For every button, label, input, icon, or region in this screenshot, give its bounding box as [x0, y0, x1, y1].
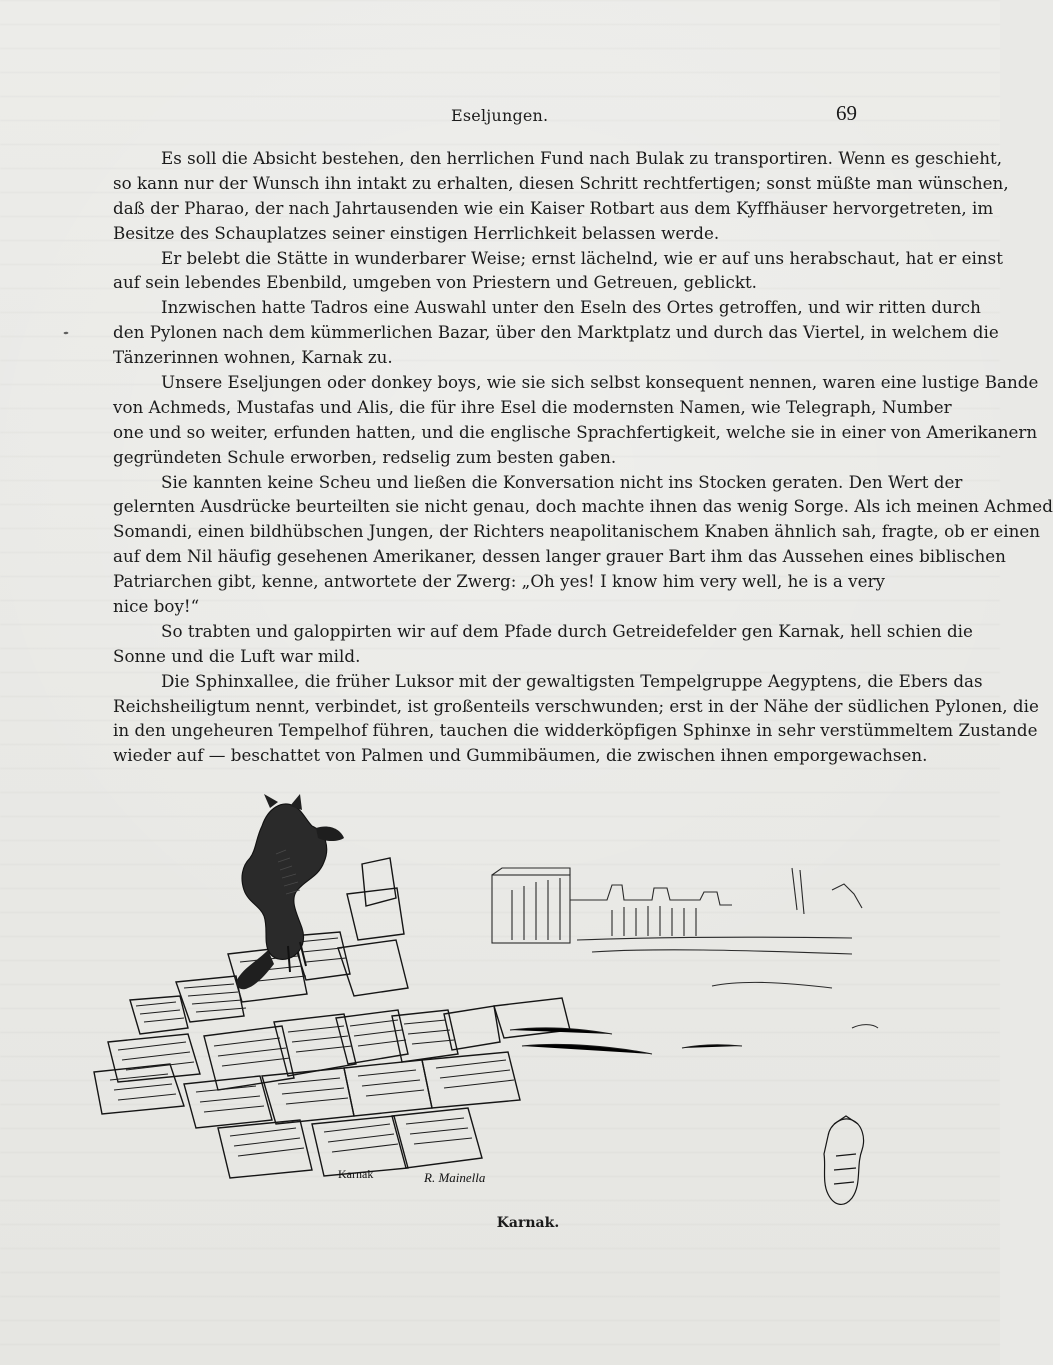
stone-block	[108, 1034, 200, 1082]
figure-caption: Karnak.	[496, 1215, 560, 1231]
ground-line	[592, 950, 852, 954]
text-line: Sie kannten keine Scheu und ließen die Konversation nicht ins Stocken geraten. Den Wert der	[161, 471, 963, 492]
fox-body	[242, 804, 327, 959]
hatch	[436, 1060, 514, 1088]
horizon-line	[577, 937, 852, 940]
hatch	[184, 984, 246, 1012]
text-line: auf dem Nil häufig gesehenen Amerikaner, dessen langer grauer Bart ihm das Aussehen eines biblischen	[113, 546, 1006, 567]
hatch	[324, 1124, 398, 1152]
text-line: wieder auf — beschattet von Palmen und Gummibäumen, die zwischen ihnen emporgewachsen.	[113, 745, 928, 766]
stone-ruins	[94, 858, 570, 1178]
text-line: one und so weiter, erfunden hatten, und die englische Sprachfertigkeit, welche sie in einer von Amerikanern	[113, 421, 1038, 442]
fox-ear	[264, 794, 278, 808]
text-line: Sonne und die Luft war mild.	[113, 645, 361, 666]
text-line: Es soll die Absicht bestehen, den herrlichen Fund nach Bulak zu transportiren. Wenn es geschieht,	[161, 148, 1003, 168]
ground-scribble	[522, 1044, 652, 1054]
statue-body	[824, 1119, 864, 1204]
ruin-hatching	[512, 878, 560, 940]
text-line: Patriarchen gibt, kenne, antwortete der Zwerg: „Oh yes! I know him very well, he is a very	[113, 571, 885, 592]
text-line: Somandi, einen bildhübschen Jungen, der Richters neapolitanischem Knaben ähnlich sah, fragte, ob er einen	[113, 521, 1041, 542]
fox-snout	[316, 826, 344, 841]
hatch	[278, 1078, 348, 1104]
page-number: 69	[836, 101, 857, 125]
foreground-scribbles	[510, 1028, 742, 1054]
stone-block	[130, 996, 188, 1034]
text-line: Tänzerinnen wohnen, Karnak zu.	[113, 347, 393, 368]
distant-hill	[832, 884, 862, 908]
text-line: so kann nur der Wunsch ihn intakt zu erhalten, diesen Schritt rechtfertigen; sonst müßte man wünschen,	[113, 172, 1009, 193]
text-line: daß der Pharao, der nach Jahrtausenden wie ein Kaiser Rotbart aus dem Kyffhäuser hervorgetreten, im	[113, 197, 994, 218]
text-line: gelernten Ausdrücke beurteilten sie nicht genau, doch machte ihnen das wenig Sorge. Als ich meinen Achmed	[113, 496, 1053, 517]
hatch	[196, 1086, 264, 1112]
small-statue	[824, 1116, 864, 1204]
statue-head	[834, 1116, 858, 1124]
stone-block	[94, 1064, 184, 1114]
stone-block	[262, 1068, 354, 1124]
hatch	[288, 1026, 352, 1052]
small-ripple	[852, 1025, 878, 1028]
text-line: Inzwischen hatte Tadros eine Auswahl unter den Eseln des Ortes getroffen, und wir ritten durch	[161, 297, 981, 318]
stone-block	[344, 1060, 432, 1116]
stone-block	[494, 998, 570, 1038]
text-line: in den ungeheuren Tempelhof führen, tauchen die widderköpfigen Sphinxe in sehr verstümmeltem Zustande	[113, 720, 1038, 741]
text-line: Er belebt die Stätte in wunderbarer Weise; ernst lächelnd, wie er auf uns herabschaut, hat er einst	[161, 247, 1003, 268]
text-line: Unsere Eseljungen oder donkey boys, wie sie sich selbst konsequent nennen, waren eine lustige Bande	[161, 372, 1039, 393]
text-line: Die Sphinxallee, die früher Luksor mit der gewaltigsten Tempelgruppe Aegyptens, die Ebers das	[161, 670, 983, 691]
hatch	[406, 1118, 472, 1144]
body-text	[113, 146, 1053, 768]
stone-block	[392, 1010, 458, 1062]
statue-hatching	[834, 1154, 856, 1184]
text-line: Besitze des Schauplatzes seiner einstigen Herrlichkeit belassen werde.	[113, 222, 720, 243]
text-line: den Pylonen nach dem kümmerlichen Bazar, über den Marktplatz und durch das Viertel, in welchem die	[113, 322, 999, 343]
running-title: Eseljungen.	[451, 106, 549, 125]
stone-block	[176, 976, 244, 1022]
karnak-illustration	[92, 790, 882, 1220]
stone-block	[362, 858, 396, 906]
distant-ruins	[492, 868, 878, 1028]
karnak-sketch	[92, 790, 882, 1220]
text-line: So trabten und galoppirten wir auf dem Pfade durch Getreidefelder gen Karnak, hell schien die	[161, 620, 973, 641]
sketch-label-karnak: Karnak	[338, 1167, 374, 1181]
text-line: Reichsheiligtum nennt, verbindet, ist großenteils verschwunden; erst in der Nähe der südlichen Pylonen, die	[113, 695, 1039, 716]
fox-tail	[237, 950, 274, 989]
sand-curve	[712, 982, 832, 988]
ruin-hatching-2	[612, 906, 696, 936]
obelisk	[792, 868, 797, 910]
sketch-label-artist: R. Mainella	[424, 1170, 486, 1185]
text-line: gegründeten Schule erworben, redselig zum besten gaben.	[113, 446, 617, 467]
ink-mark	[63, 331, 70, 334]
ruin-line	[570, 885, 732, 905]
ground-scribble	[682, 1045, 742, 1048]
text-line: auf sein lebendes Ebenbild, umgeben von Priestern und Getreuen, geblickt.	[113, 272, 758, 293]
hatch	[358, 1070, 424, 1096]
running-header	[113, 103, 857, 133]
ruin-top	[492, 868, 570, 875]
hatch	[230, 1128, 304, 1156]
obelisk-shadow	[800, 870, 804, 914]
text-line: nice boy!“	[113, 596, 200, 617]
ruin-block	[492, 875, 570, 943]
text-line: von Achmeds, Mustafas und Alis, die für ihre Esel die modernsten Namen, wie Telegraph, Number	[113, 396, 952, 417]
hatch	[136, 1002, 184, 1022]
ground-scribble	[510, 1028, 612, 1034]
